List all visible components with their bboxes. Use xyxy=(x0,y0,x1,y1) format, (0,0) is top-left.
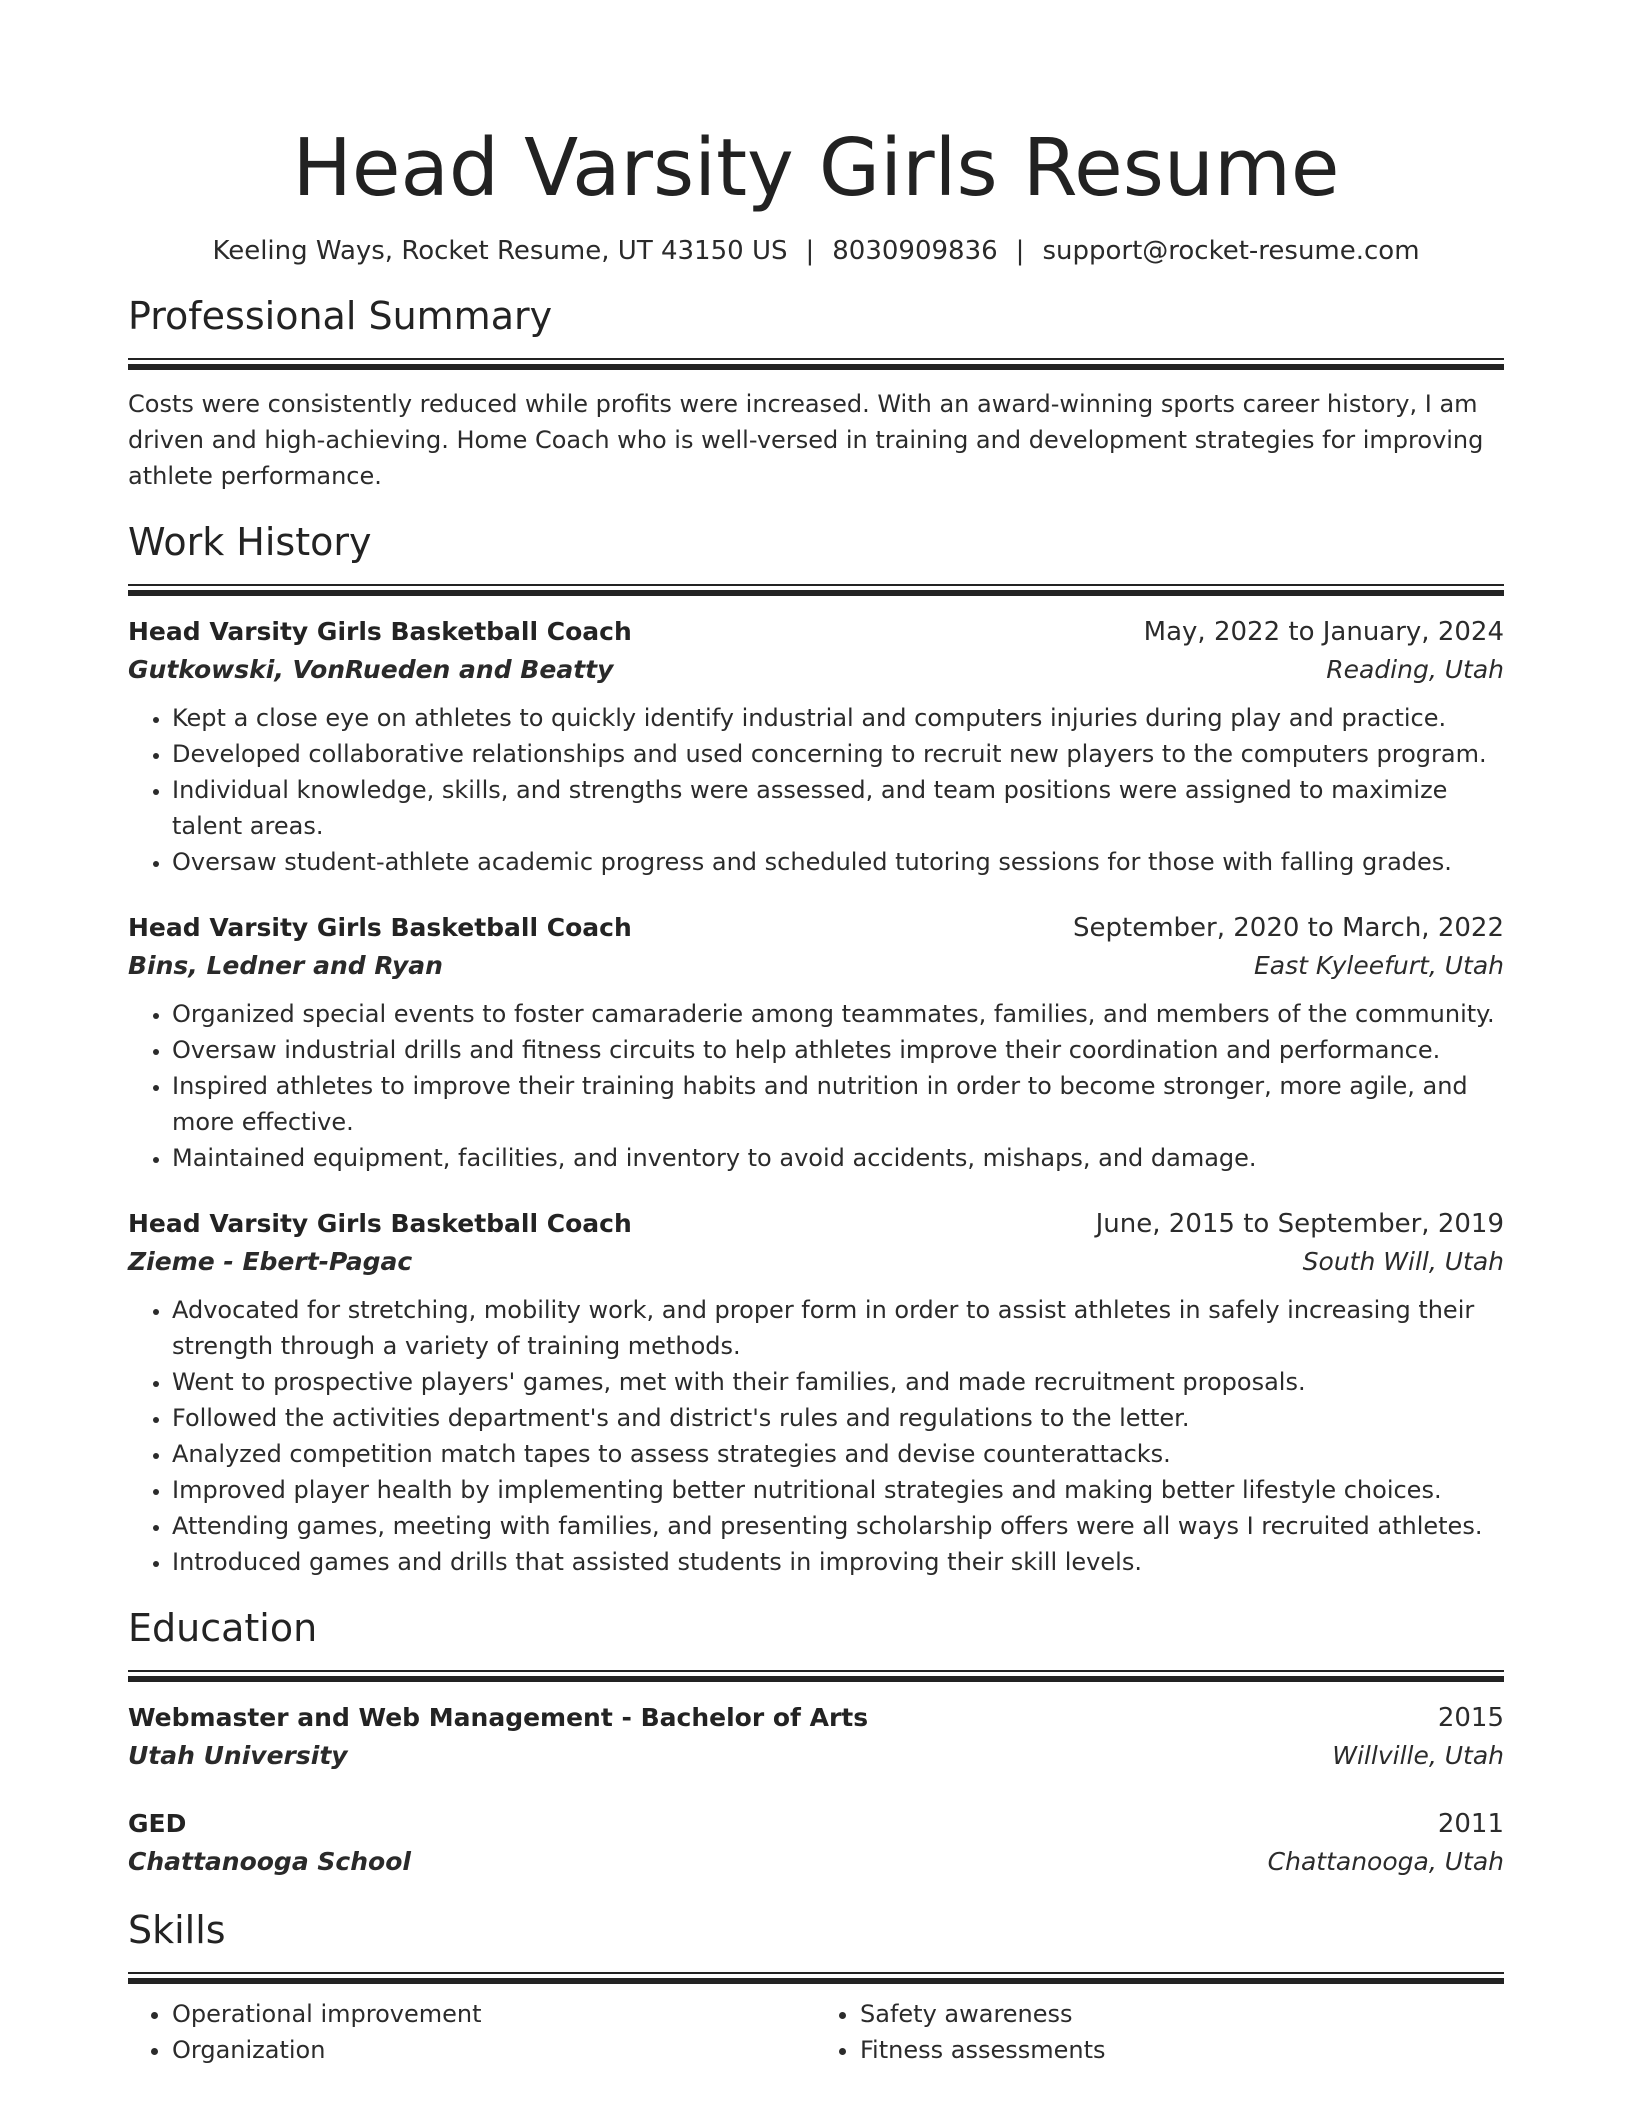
job-dates: September, 2020 to March, 2022 xyxy=(1073,913,1504,943)
education-entry xyxy=(128,1806,1504,1882)
skills-grid xyxy=(128,1996,1504,2068)
job-location: Reading, Utah xyxy=(1326,655,1504,684)
skill-item: • Safety awareness xyxy=(860,1996,1504,2032)
education-location: Willville, Utah xyxy=(1332,1741,1504,1770)
section-heading-summary: Professional Summary xyxy=(128,294,553,338)
skills-column-right xyxy=(816,1996,1504,2068)
contact-phone: 8030909836 xyxy=(832,236,998,266)
education-section xyxy=(128,1604,1504,1882)
job-entry xyxy=(128,614,1504,880)
education-degree: GED xyxy=(128,1809,187,1838)
section-heading-work-history: Work History xyxy=(128,520,372,564)
skills-column-left xyxy=(128,1996,816,2068)
job-bullet: • Oversaw student-athlete academic progress and scheduled tutoring sessions for those with falling grades. xyxy=(172,844,1504,880)
contact-address: Keeling Ways, Rocket Resume, UT 43150 US xyxy=(212,236,788,266)
job-bullets xyxy=(128,996,1504,1176)
section-divider xyxy=(128,358,1504,370)
job-dates: June, 2015 to September, 2019 xyxy=(1095,1209,1504,1239)
job-bullet: • Oversaw industrial drills and fitness circuits to help athletes improve their coordination and performance. xyxy=(172,1032,1504,1068)
resume-title: Head Varsity Girls Resume xyxy=(292,122,1340,214)
section-divider xyxy=(128,584,1504,596)
section-divider xyxy=(128,1972,1504,1984)
job-bullets xyxy=(128,1292,1504,1580)
job-bullet: • Followed the activities department's and district's rules and regulations to the letter. xyxy=(172,1400,1504,1436)
job-bullets xyxy=(128,700,1504,880)
education-year: 2011 xyxy=(1437,1809,1504,1839)
job-entry xyxy=(128,1206,1504,1580)
job-title: Head Varsity Girls Basketball Coach xyxy=(128,913,632,942)
job-bullet: • Maintained equipment, facilities, and inventory to avoid accidents, mishaps, and damage. xyxy=(172,1140,1504,1176)
job-company: Bins, Ledner and Ryan xyxy=(128,951,443,980)
job-location: East Kyleefurt, Utah xyxy=(1254,951,1504,980)
job-bullet: • Improved player health by implementing better nutritional strategies and making better lifestyle choices. xyxy=(172,1472,1504,1508)
job-bullet: • Organized special events to foster camaraderie among teammates, families, and members of the community. xyxy=(172,996,1504,1032)
section-heading-skills: Skills xyxy=(128,1908,226,1952)
job-location: South Will, Utah xyxy=(1302,1247,1504,1276)
contact-email: support@rocket-resume.com xyxy=(1042,236,1420,266)
education-entry xyxy=(128,1700,1504,1776)
contact-separator: | xyxy=(805,236,815,266)
education-year: 2015 xyxy=(1437,1703,1504,1733)
summary-section xyxy=(128,292,1504,494)
job-bullet: • Went to prospective players' games, met with their families, and made recruitment proposals. xyxy=(172,1364,1504,1400)
job-title: Head Varsity Girls Basketball Coach xyxy=(128,617,632,646)
job-bullet: • Individual knowledge, skills, and strengths were assessed, and team positions were assigned to maximize talent areas. xyxy=(172,772,1504,844)
work-history-section xyxy=(128,518,1504,1580)
job-bullet: • Inspired athletes to improve their training habits and nutrition in order to become stronger, more agile, and more effective. xyxy=(172,1068,1504,1140)
section-heading-education: Education xyxy=(128,1606,318,1650)
education-location: Chattanooga, Utah xyxy=(1267,1847,1504,1876)
job-bullet: • Advocated for stretching, mobility work, and proper form in order to assist athletes in safely increasing their strength through a variety of training methods. xyxy=(172,1292,1504,1364)
job-bullet: • Introduced games and drills that assisted students in improving their skill levels. xyxy=(172,1544,1504,1580)
skill-item: • Operational improvement xyxy=(172,1996,816,2032)
summary-text: Costs were consistently reduced while profits were increased. With an award-winning sports career history, I am driven and high-achieving. Home Coach who is well-versed in training and development strategies for improving athlete performance. xyxy=(128,390,1484,490)
job-title: Head Varsity Girls Basketball Coach xyxy=(128,1209,632,1238)
job-bullet: • Analyzed competition match tapes to assess strategies and devise counterattacks. xyxy=(172,1436,1504,1472)
education-school: Chattanooga School xyxy=(128,1847,411,1876)
skill-item: • Fitness assessments xyxy=(860,2032,1504,2068)
job-entry xyxy=(128,910,1504,1176)
skill-item: • Organization xyxy=(172,2032,816,2068)
job-company: Gutkowski, VonRueden and Beatty xyxy=(128,655,614,684)
section-divider xyxy=(128,1670,1504,1682)
job-company: Zieme - Ebert-Pagac xyxy=(128,1247,413,1276)
job-bullet: • Developed collaborative relationships and used concerning to recruit new players to the computers program. xyxy=(172,736,1504,772)
job-bullet: • Kept a close eye on athletes to quickly identify industrial and computers injuries during play and practice. xyxy=(172,700,1504,736)
education-degree: Webmaster and Web Management - Bachelor of Arts xyxy=(128,1703,869,1732)
job-dates: May, 2022 to January, 2024 xyxy=(1143,617,1504,647)
skills-section xyxy=(128,1906,1504,2068)
contact-line xyxy=(128,234,1504,268)
education-school: Utah University xyxy=(128,1741,348,1770)
job-bullet: • Attending games, meeting with families, and presenting scholarship offers were all ways I recruited athletes. xyxy=(172,1508,1504,1544)
contact-separator: | xyxy=(1015,236,1025,266)
